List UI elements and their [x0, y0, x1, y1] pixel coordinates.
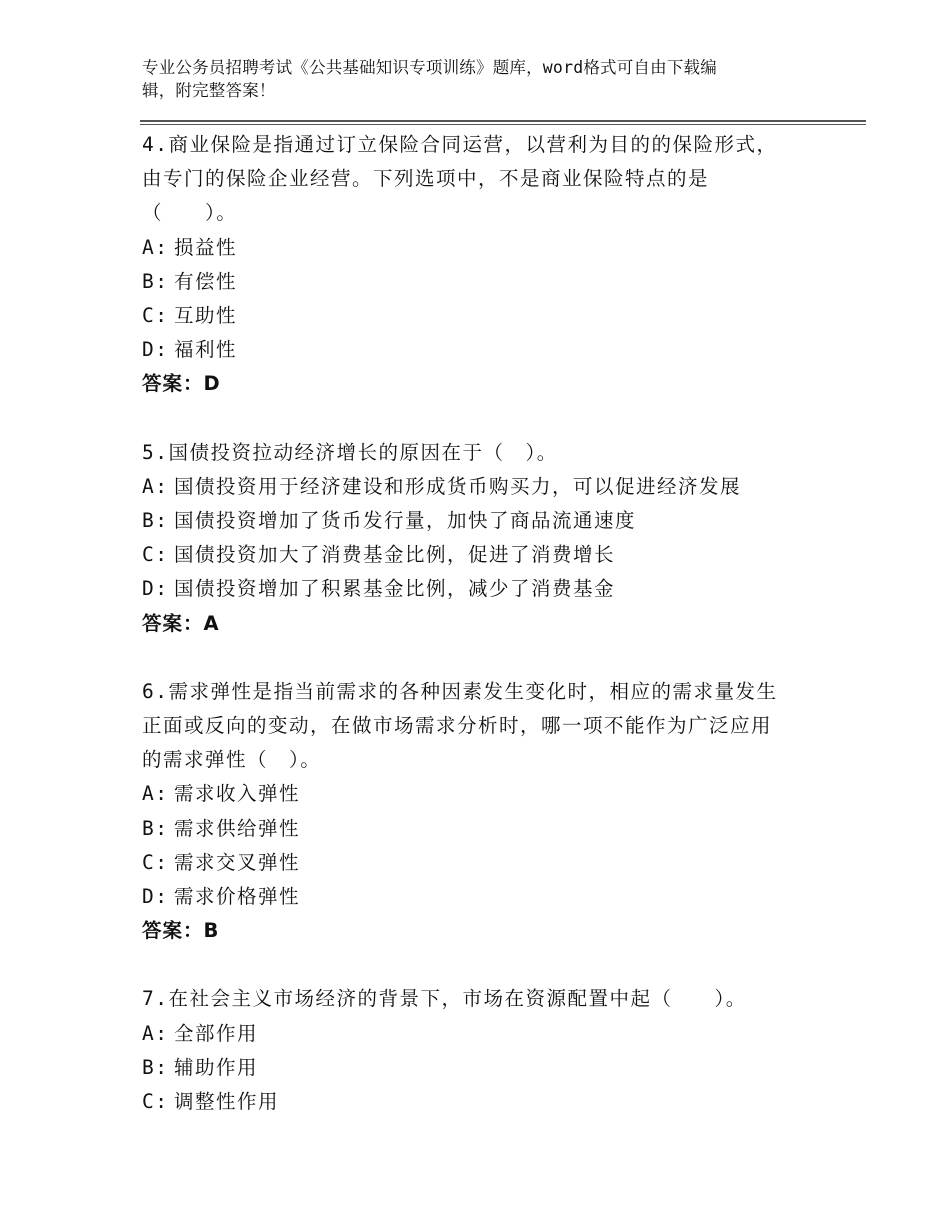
header-divider-thin — [140, 124, 866, 125]
option-a — [142, 1017, 842, 1051]
option-d — [142, 333, 842, 367]
option-text: 福利性 — [174, 338, 238, 362]
option-text: 调整性作用 — [174, 1090, 280, 1114]
question-text-line: 由专门的保险企业经营。下列选项中，不是商业保险特点的是 — [142, 167, 710, 191]
option-c — [142, 538, 842, 572]
option-letter: C: — [142, 304, 169, 328]
option-letter: C: — [142, 850, 169, 874]
option-a — [142, 777, 842, 811]
option-text: 国债投资用于经济建设和形成货币购买力，可以促进经济发展 — [174, 474, 742, 498]
option-letter: C: — [142, 1090, 169, 1114]
option-text: 国债投资加大了消费基金比例，促进了消费增长 — [174, 543, 616, 567]
header-divider-thick — [140, 120, 866, 122]
option-letter: B: — [142, 509, 169, 533]
option-text: 需求价格弹性 — [174, 885, 301, 909]
question-text-line: 6.需求弹性是指当前需求的各种因素发生变化时，相应的需求量发生 — [142, 679, 778, 703]
option-letter: D: — [142, 577, 169, 601]
option-a — [142, 470, 842, 504]
option-letter: C: — [142, 543, 169, 567]
option-letter: D: — [142, 885, 169, 909]
option-b — [142, 504, 842, 538]
header-line-2: 辑，附完整答案！ — [142, 81, 276, 100]
option-text: 辅助作用 — [174, 1055, 259, 1079]
option-letter: A: — [142, 235, 169, 259]
option-c — [142, 299, 842, 333]
option-text: 需求交叉弹性 — [174, 850, 301, 874]
option-b — [142, 1051, 842, 1085]
option-letter: A: — [142, 1021, 169, 1045]
question-text-line: 5.国债投资拉动经济增长的原因在于（ ）。 — [142, 440, 558, 464]
option-letter: A: — [142, 782, 169, 806]
option-text: 国债投资增加了积累基金比例，减少了消费基金 — [174, 577, 616, 601]
question-7 — [142, 982, 842, 1119]
option-text: 需求收入弹性 — [174, 782, 301, 806]
option-text: 需求供给弹性 — [174, 816, 301, 840]
document-header — [142, 56, 802, 102]
option-c — [142, 846, 842, 880]
answer-line: 答案：B — [142, 919, 220, 943]
question-text-line: 正面或反向的变动，在做市场需求分析时，哪一项不能作为广泛应用 — [142, 714, 773, 738]
question-4 — [142, 128, 842, 402]
option-text: 有偿性 — [174, 269, 238, 293]
option-text: 损益性 — [174, 235, 238, 259]
option-text: 全部作用 — [174, 1021, 259, 1045]
option-d — [142, 880, 842, 914]
option-text: 国债投资增加了货币发行量，加快了商品流通速度 — [174, 509, 637, 533]
option-letter: B: — [142, 269, 169, 293]
header-line-1: 专业公务员招聘考试《公共基础知识专项训练》题库，word格式可自由下载编 — [142, 58, 717, 77]
option-c — [142, 1085, 842, 1119]
question-text-line: 7.在社会主义市场经济的背景下，市场在资源配置中起（ ）。 — [142, 987, 747, 1011]
question-5 — [142, 436, 842, 641]
option-a — [142, 231, 842, 265]
option-letter: D: — [142, 338, 169, 362]
option-letter: B: — [142, 1055, 169, 1079]
question-text-line: 的需求弹性（ ）。 — [142, 748, 322, 772]
question-list — [142, 128, 842, 1153]
answer-line: 答案：A — [142, 611, 220, 635]
option-letter: B: — [142, 816, 169, 840]
option-b — [142, 812, 842, 846]
question-text-line: 4.商业保险是指通过订立保险合同运营，以营利为目的的保险形式， — [142, 133, 778, 156]
option-d — [142, 572, 842, 606]
answer-line: 答案：D — [142, 372, 221, 396]
option-letter: A: — [142, 474, 169, 498]
question-text-line: （ ）。 — [142, 201, 238, 225]
question-6 — [142, 675, 842, 949]
option-b — [142, 265, 842, 299]
option-text: 互助性 — [174, 304, 238, 328]
